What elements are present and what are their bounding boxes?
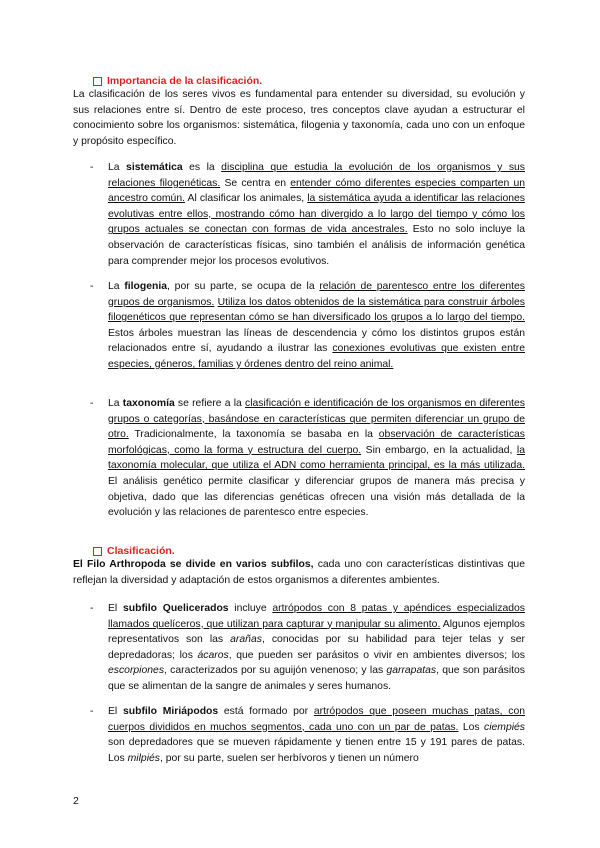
text-run: , conocidas por su habilidad para tejer telas y ser depredadoras; los xyxy=(108,634,525,661)
text-run: es la xyxy=(182,162,222,173)
text-run: El xyxy=(108,603,123,614)
section-heading-clasificacion xyxy=(93,545,175,557)
text-run: sistemática xyxy=(126,162,183,173)
text-run: ciempiés xyxy=(484,721,525,733)
text-run: la taxonomía molecular, que utiliza el ADN como herramienta principal, es la más utilizada. xyxy=(108,444,525,472)
text-run: , que pueden ser parásitos o vivir en ambientes diversos; los xyxy=(228,649,525,661)
text-run: Estos árboles muestran las líneas de descendencia y cómo los distintos grupos están relacionados entre sí, ayudando a ilustrar las xyxy=(108,327,525,355)
text-run: La xyxy=(108,281,125,292)
text-run: subfilo Quelicerados xyxy=(122,603,229,614)
checkbox-icon xyxy=(93,547,102,556)
text-run: cada uno con características distintivas que reflejan la diversidad y adaptación de estos organismos a diferentes ambientes. xyxy=(73,559,525,586)
bullet-marker: - xyxy=(90,706,94,717)
text-run: disciplina que estudia la evolución de los organismos y sus relaciones filogenéticas. xyxy=(108,162,525,189)
intro-paragraph: La clasificación de los seres vivos es fundamental para entender su diversidad, su evolución y sus relaciones entre sí. Dentro de este proceso, tres conceptos clave ayudan a estructurar el conocimiento sobre los organismos: sistemática, filogenia y taxonomía, cada uno con un enfoque y propósito específico. xyxy=(73,89,525,147)
section-heading-text: Clasificación. xyxy=(107,545,175,557)
text-run: entender cómo diferentes especies comparten un ancestro común. xyxy=(108,177,526,205)
bullet-marker: - xyxy=(90,398,94,409)
text-run: Esto no solo incluye la observación de características físicas, sino también el análisis de información genética para comprender mejor los procesos evolutivos. xyxy=(108,224,525,267)
text-run: , por su parte, suelen ser herbívoros y tienen un número xyxy=(159,752,419,764)
text-run: Algunos ejemplos representativos son las xyxy=(108,618,525,646)
text-run: El análisis genético permite clasificar y diferenciar grupos de manera más precisa y objetiva, dado que las diferencias genéticas ofrecen una visión más detallada de la evolución y las relaciones de parentesco entre especies. xyxy=(108,475,525,519)
text-run: son depredadores que se mueven rápidamente y tienen entre 15 y 191 pares de patas. Los xyxy=(108,737,525,764)
bullet-marker: - xyxy=(90,603,94,614)
filogenia-paragraph xyxy=(108,279,525,373)
quelicerados-paragraph xyxy=(108,601,525,695)
text-run: garrapatas xyxy=(386,665,437,677)
text-run: la sistemática ayuda a identificar las relaciones evolutivas entre ellos, mostrando cómo han divergido a lo largo del tiempo y cómo los grupos actuales se conectan con formas de vida ancestrales. xyxy=(108,193,525,236)
text-run: se refiere a la xyxy=(174,398,246,409)
arthropoda-intro-paragraph xyxy=(73,557,525,588)
text-run: , por su parte, se ocupa de la xyxy=(167,281,320,292)
page-number: 2 xyxy=(73,795,79,807)
text-run: filogenia xyxy=(124,281,168,292)
text-run: relación de parentesco entre los diferentes grupos de organismos. xyxy=(108,281,525,308)
section-heading-importancia xyxy=(93,75,262,87)
text-run: Tradicionalmente, la taxonomía se basaba en la xyxy=(128,429,379,441)
text-run: Al clasificar los animales, xyxy=(185,193,308,205)
text-run: La xyxy=(108,162,127,173)
text-run: observación de características morfológicas, como la forma y estructura del cuerpo. xyxy=(108,429,525,456)
text-run: arañas xyxy=(230,634,262,646)
text-run: La xyxy=(108,398,123,409)
text-run: Los xyxy=(458,721,484,733)
text-run: , caracterizados por su aguijón venenoso; y las xyxy=(164,665,387,677)
text-run: Sin embargo, en la actualidad, xyxy=(361,444,517,456)
text-run: milpiés xyxy=(127,752,160,764)
bullet-marker: - xyxy=(90,281,94,292)
section-heading-text: Importancia de la clasificación. xyxy=(107,75,263,87)
text-run: El Filo Arthropoda se divide en varios subfilos, xyxy=(73,559,314,570)
text-run: está formado por xyxy=(218,706,314,717)
bullet-marker: - xyxy=(90,162,94,173)
text-run: conexiones evolutivas que existen entre especies, géneros, familias y órdenes dentro del reino animal. xyxy=(108,343,525,370)
text-run: incluye xyxy=(228,603,273,614)
text-run: subfilo Miriápodos xyxy=(122,706,219,717)
text-run: El xyxy=(108,706,123,717)
text-run: artrópodos con 8 patas y apéndices especializados llamados quelíceros, que utilizan para capturar y manipular su alimento. xyxy=(108,603,525,630)
text-run: escorpiones xyxy=(108,665,165,677)
text-run: Se centra en xyxy=(220,177,291,189)
text-run: artrópodos que poseen muchas patas, con cuerpos divididos en muchos segmentos, cada uno con un par de patas. xyxy=(108,706,525,733)
checkbox-icon xyxy=(93,77,102,86)
text-run: ácaros xyxy=(197,649,229,661)
text-run: Utiliza los datos obtenidos de la sistemática para construir árboles filogenéticos que representan cómo se han diversificado los grupos a lo largo del tiempo. xyxy=(108,296,526,324)
miriapodos-paragraph xyxy=(108,704,525,766)
text-run: clasificación e identificación de los organismos en diferentes grupos o categorías, basándose en características que permiten diferenciar un grupo de otro. xyxy=(108,398,525,441)
text-run: taxonomía xyxy=(122,398,175,409)
text-run: , que son parásitos que se alimentan de la sangre de animales y seres humanos. xyxy=(108,665,525,692)
sistematica-paragraph xyxy=(108,160,525,269)
taxonomia-paragraph xyxy=(108,396,525,521)
